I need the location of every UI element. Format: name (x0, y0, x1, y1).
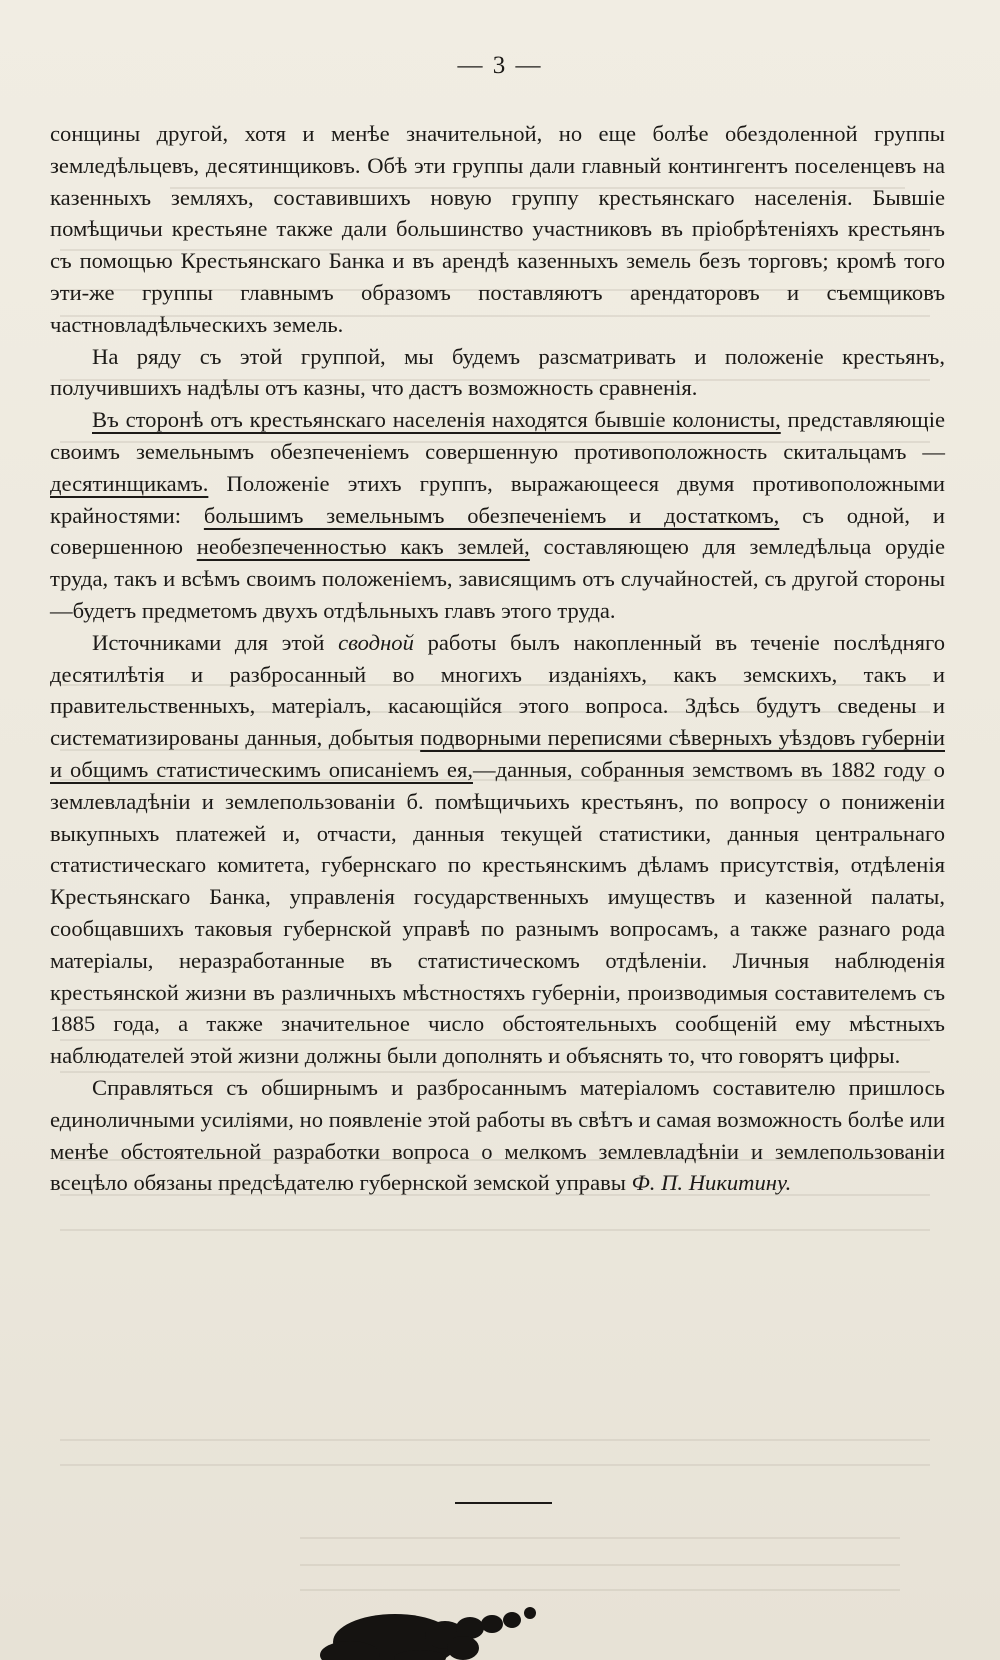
underlined-text: Въ сторонѣ отъ крестьянскаго населенія находятся бывшіе колонисты, (92, 407, 781, 433)
text-run: —данныя, собранныя земствомъ въ 1882 году о землевладѣніи и землепользованіи б. помѣщичьихъ крестьянъ, по вопросу о пониженіи выкупныхъ платежей и, отчасти, данныя текущей статистики, данныя центральнаго статистическаго комитета, губернскаго по крестьянскимъ дѣламъ присутствія, отдѣленія Крестьянскаго Банка, управленія государственныхъ имуществъ и казенной палаты, сообщавшихъ таковыя губернской управѣ по разнымъ вопросамъ, а также разнаго рода матеріалы, неразработанные въ статистическомъ отдѣленіи. Личныя наблюденія крестьянской жизни въ различныхъ мѣстностяхъ губерніи, производимыя составителемъ съ 1885 года, а также значительное число обстоятельныхъ сообщеній ему мѣстныхъ наблюдателей этой жизни должны были дополнять и объяснять то, что говорятъ цифры. (50, 756, 945, 1069)
text-run: съ одной, и совершенною (50, 502, 945, 560)
underlined-text: большимъ земельнымъ обезпеченіемъ и достаткомъ, (203, 502, 780, 528)
text-run: представляющіе своимъ земельнымъ обезпеченіемъ совершенную противоположность скитальцамъ — (50, 407, 945, 464)
text-run: Справляться съ обширнымъ и разбросаннымъ матеріаломъ составителю пришлось единоличными усиліями, но появленіе этой работы въ свѣтъ и самая возможность болѣе или менѣе обстоятельной разработки вопроса о мелкомъ землевладѣніи и землепользованіи всецѣло обязаны предсѣдателю губернской земской управы (50, 1074, 945, 1196)
italic-text: сводной (338, 629, 414, 655)
text-run: Положеніе этихъ группъ, выражающееся двумя противоположными крайностями: (50, 470, 945, 528)
underlined-text: необезпеченностью какъ землей, (196, 534, 530, 560)
italic-text: Ф. П. Никитину. (631, 1170, 792, 1196)
text-run: работы былъ накопленный въ теченіе послѣдняго десятилѣтія и разбросанный во многихъ изданіяхъ, какъ земскихъ, такъ и правительственныхъ, матеріалъ, касающійся этого вопроса. Здѣсь будутъ сведены и систематизированы данныя, добытыя (50, 629, 945, 751)
underlined-text: подворными переписями сѣверныхъ уѣздовъ губерніи и общимъ статистическимъ описаніемъ ея, (50, 725, 945, 782)
text-run: составляющею для земледѣльца орудіе труда, такъ и всѣмъ своимъ положеніемъ, зависящимъ отъ случайностей, съ другой стороны—будетъ предметомъ двухъ отдѣльныхъ главъ этого труда. (50, 534, 945, 623)
text-run: Источниками для этой (92, 629, 339, 655)
underlined-text: десятинщикамъ. (50, 470, 209, 496)
text-run: сонщины другой, хотя и менѣе значительной, но еще болѣе обездоленной группы земледѣльцевъ, десятинщиковъ. Обѣ эти группы дали главный контингентъ поселенцевъ на казенныхъ земляхъ, составившихъ новую группу крестьянскаго населенія. Бывшіе помѣщичьи крестьяне также дали большинство участниковъ въ пріобрѣтеніяхъ крестьянъ съ помощью Крестьянскаго Банка и въ арендѣ казенныхъ земель безъ торговъ; кромѣ того эти-же группы главнымъ образомъ поставляютъ арендаторовъ и съемщиковъ частновладѣльческихъ земель. (50, 121, 945, 337)
page-number: — 3 — (457, 52, 543, 79)
text-run: На ряду съ этой группой, мы будемъ разсматривать и положеніе крестьянъ, получившихъ надѣлы отъ казны, что дастъ возможность сравненія. (50, 343, 945, 401)
